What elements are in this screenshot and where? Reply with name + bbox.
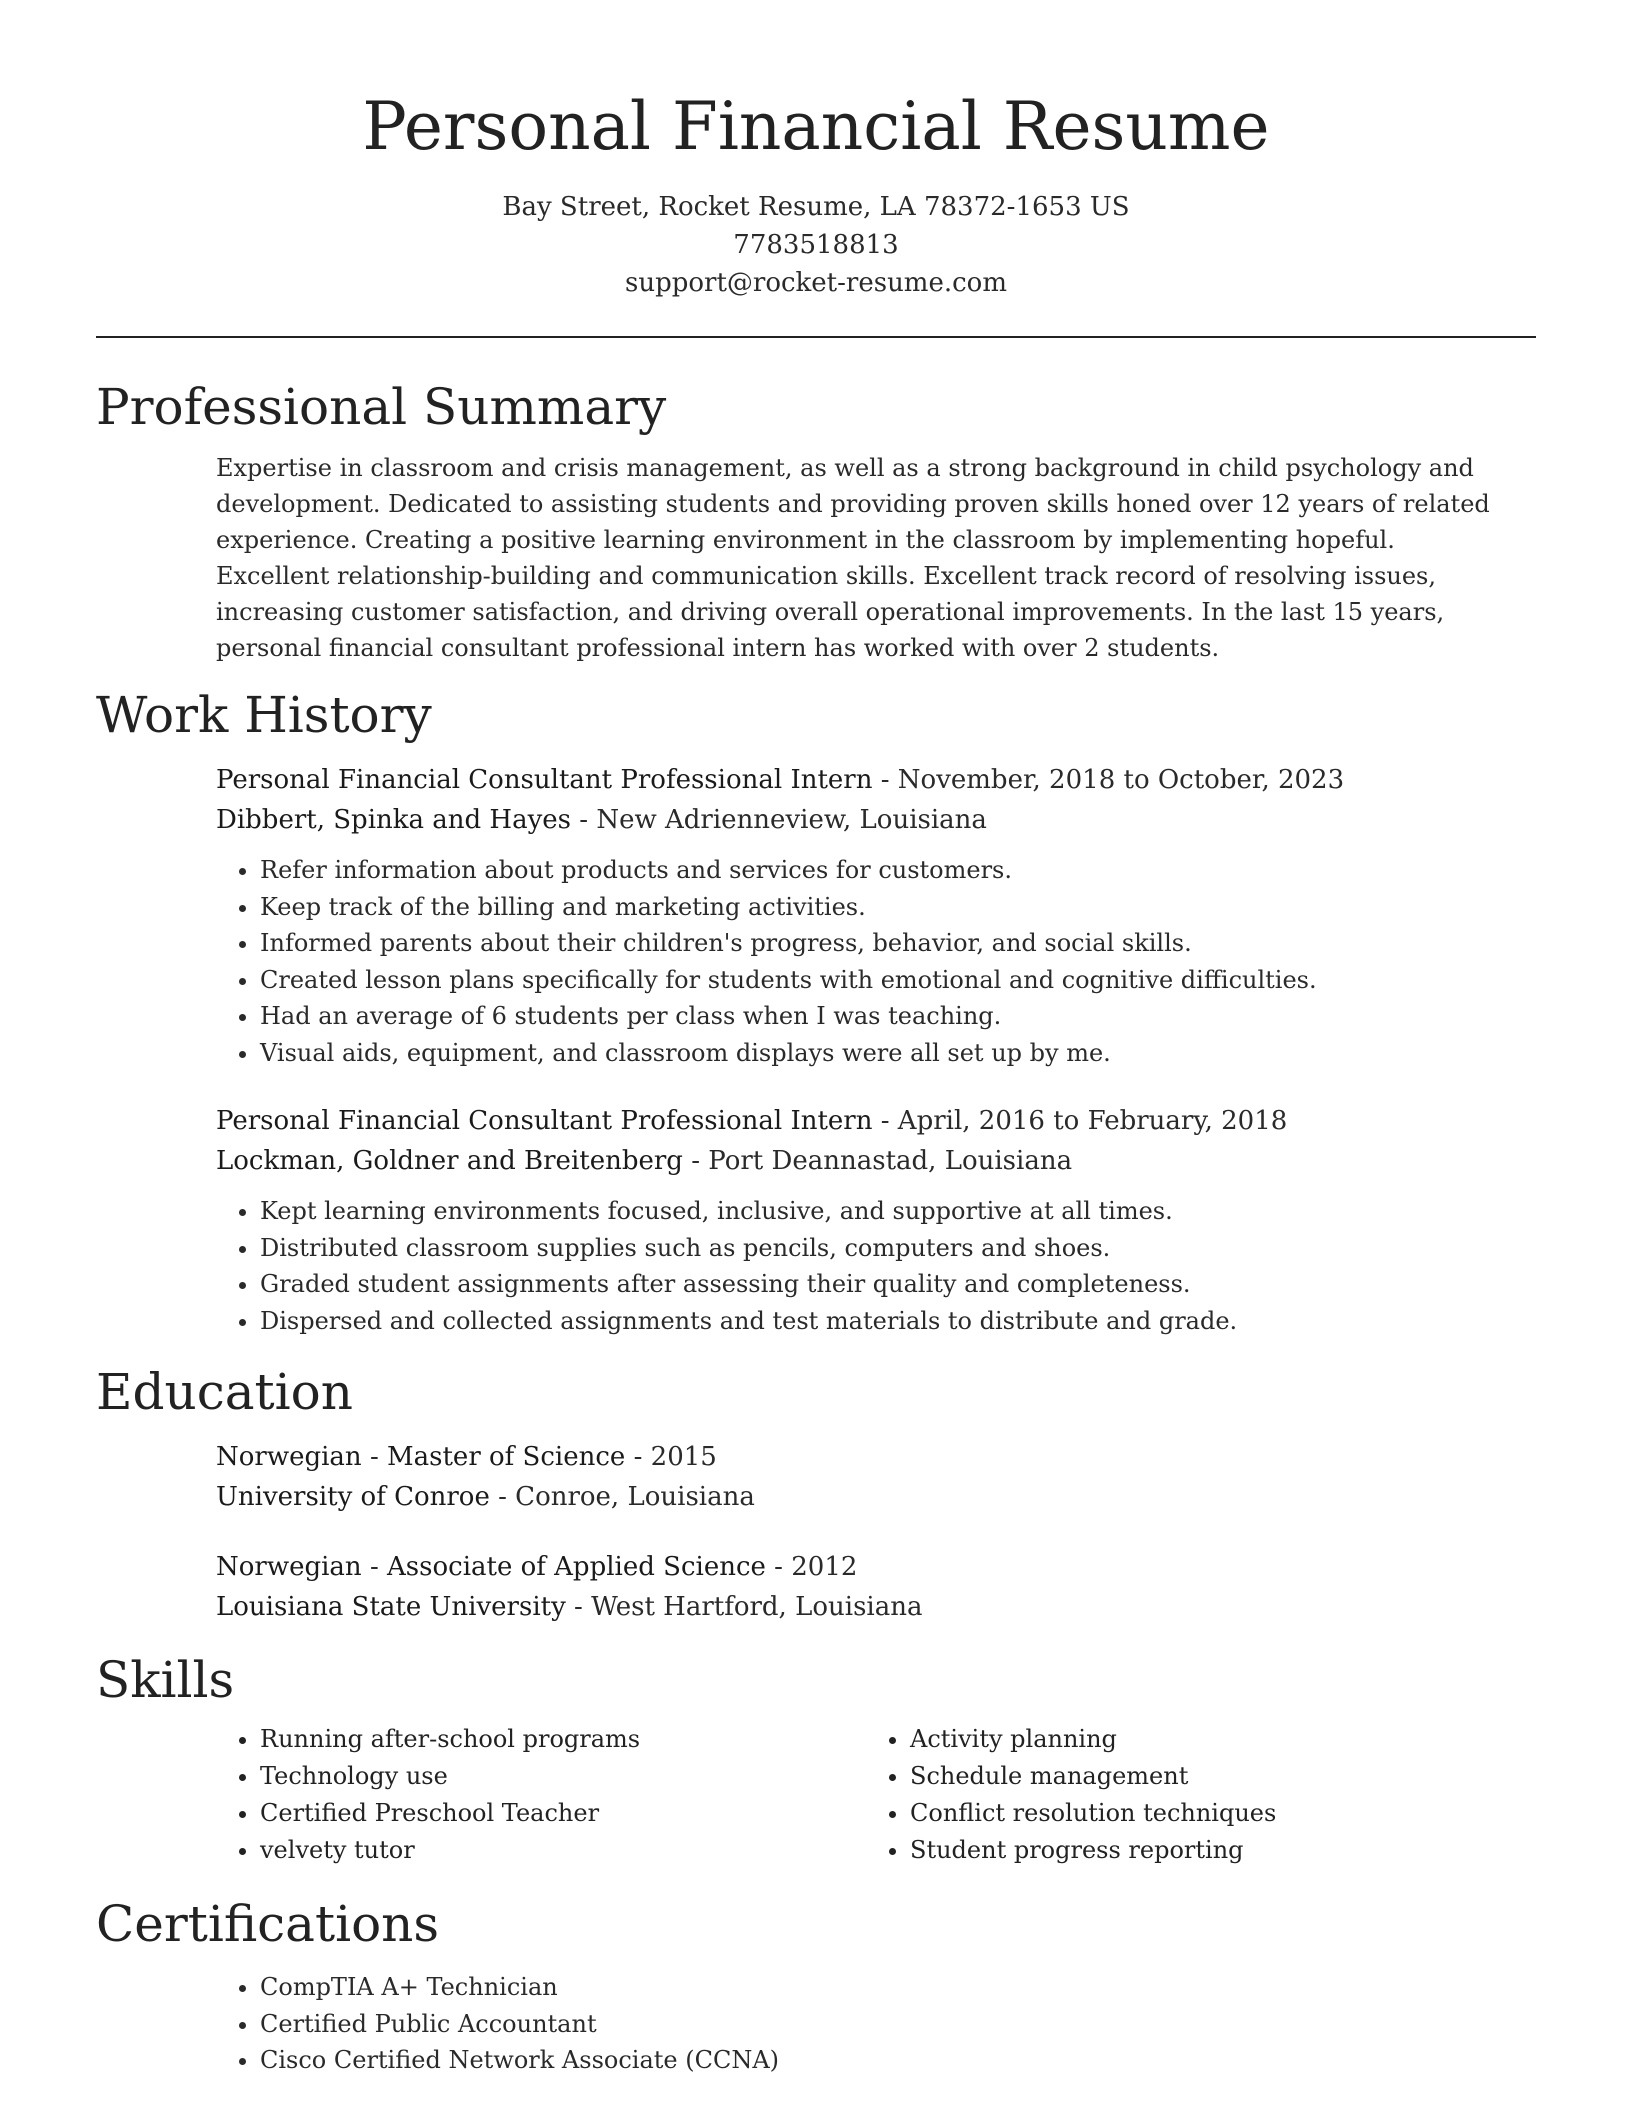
education-degree-line [216,1437,1536,1477]
education-year: 2012 [791,1552,858,1582]
contact-email: support@rocket-resume.com [624,268,1007,298]
skills-title: Skills [96,1651,235,1709]
job-location: Port Deannastad, Louisiana [708,1146,1073,1176]
list-item: • Running after-school programs [260,1721,866,1758]
separator: - [361,1552,388,1582]
list-item: • Dispersed and collected assignments and test materials to distribute and grade. [260,1303,1536,1340]
job-entry [216,1101,1536,1339]
job-role: Personal Financial Consultant Professional Intern [216,765,873,795]
skills-list-right [866,1721,1516,1869]
separator: - [872,1106,898,1136]
list-item: • Visual aids, equipment, and classroom displays were all set up by me. [260,1035,1536,1072]
job-entry [216,760,1536,1071]
education-entry [216,1437,1536,1517]
education-school-line [216,1587,1536,1627]
contact-block [96,188,1536,302]
job-location: New Adrienneview, Louisiana [596,805,987,835]
education-degree-line [216,1547,1536,1587]
list-item: • Technology use [260,1758,866,1795]
education-year: 2015 [650,1442,717,1472]
summary-title: Professional Summary [96,378,667,436]
education-section [96,1361,1536,1627]
summary-section [96,376,1536,666]
job-title-line [216,1101,1536,1141]
skills-list-left [216,1721,866,1869]
education-field: Norwegian [216,1442,362,1472]
list-item: • CompTIA A+ Technician [260,1969,1536,2006]
separator: - [565,1592,592,1622]
separator: - [872,765,898,795]
summary-text: Expertise in classroom and crisis management, as well as a strong background in child psychology and development. Dedicated to assisting students and providing proven skills honed over 12 years of related experience. Creating a positive learning environment in the classroom by implementing hopeful. Excellent relationship-building and communication skills. Excellent track record of resolving issues, increasing customer satisfaction, and driving overall operational improvements. In the last 15 years, personal financial consultant professional intern has worked with over 2 students. [216,454,1490,662]
education-degree: Master of Science [387,1442,626,1472]
contact-address: Bay Street, Rocket Resume, LA 78372-1653 US [502,192,1130,222]
job-bullets [216,1193,1536,1339]
job-company-line [216,800,1536,840]
certifications-section [96,1893,1536,2079]
list-item: • Conflict resolution techniques [910,1795,1516,1832]
resume-header [96,0,1536,302]
separator: - [489,1482,516,1512]
education-title: Education [96,1363,353,1421]
job-dates: April, 2016 to February, 2018 [897,1106,1288,1136]
list-item: • Informed parents about their children's progress, behavior, and social skills. [260,925,1536,962]
list-item: • Refer information about products and services for customers. [260,852,1536,889]
separator: - [361,1442,388,1472]
separator: - [765,1552,792,1582]
education-school: University of Conroe [216,1482,490,1512]
list-item: • Schedule management [910,1758,1516,1795]
page-title: Personal Financial Resume [362,88,1270,165]
education-field: Norwegian [216,1552,362,1582]
education-degree: Associate of Applied Science [387,1552,766,1582]
list-item: • velvety tutor [260,1832,866,1869]
list-item: • Student progress reporting [910,1832,1516,1869]
education-entry [216,1547,1536,1627]
work-history-section [96,684,1536,1339]
list-item: • Cisco Certified Network Associate (CCNA) [260,2042,1536,2079]
list-item: • Certified Public Accountant [260,2006,1536,2043]
list-item: • Certified Preschool Teacher [260,1795,866,1832]
work-history-title: Work History [96,686,432,744]
list-item: • Kept learning environments focused, inclusive, and supportive at all times. [260,1193,1536,1230]
list-item: • Distributed classroom supplies such as pencils, computers and shoes. [260,1230,1536,1267]
list-item: • Created lesson plans specifically for students with emotional and cognitive difficulties. [260,962,1536,999]
skills-grid [216,1721,1536,1869]
job-role: Personal Financial Consultant Professional Intern [216,1106,873,1136]
job-title-line [216,760,1536,800]
resume-page [96,0,1536,2079]
job-bullets [216,852,1536,1071]
contact-phone: 7783518813 [733,230,899,260]
header-divider [96,336,1536,338]
job-dates: November, 2018 to October, 2023 [897,765,1345,795]
education-school-line [216,1477,1536,1517]
education-location: West Hartford, Louisiana [591,1592,923,1622]
education-school: Louisiana State University [216,1592,566,1622]
list-item: • Graded student assignments after assessing their quality and completeness. [260,1266,1536,1303]
separator: - [571,805,597,835]
list-item: • Keep track of the billing and marketing activities. [260,889,1536,926]
job-company: Dibbert, Spinka and Hayes [216,805,572,835]
skills-section [96,1649,1536,1869]
list-item: • Had an average of 6 students per class when I was teaching. [260,998,1536,1035]
certifications-list [216,1969,1536,2079]
list-item: • Activity planning [910,1721,1516,1758]
separator: - [682,1146,709,1176]
job-company-line [216,1141,1536,1181]
separator: - [625,1442,651,1472]
education-location: Conroe, Louisiana [515,1482,755,1512]
certifications-title: Certifications [96,1895,440,1953]
job-company: Lockman, Goldner and Breitenberg [216,1146,683,1176]
